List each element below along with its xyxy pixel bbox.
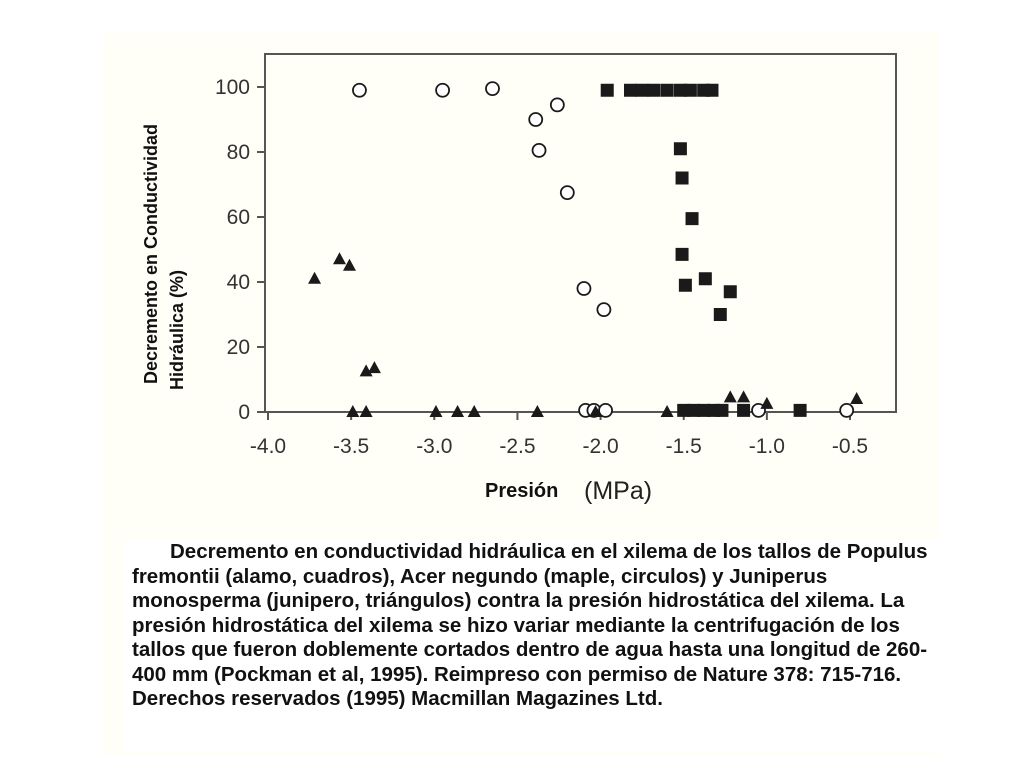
circle-point <box>561 186 574 199</box>
triangle-point <box>333 252 346 264</box>
x-axis-label-unit: (MPa) <box>584 477 653 505</box>
square-point <box>647 84 660 97</box>
triangle-point <box>760 397 773 409</box>
y-tick-label: 0 <box>238 401 250 424</box>
x-tick-label: -1.0 <box>748 435 785 458</box>
y-tick-labels <box>215 76 250 424</box>
square-point <box>699 272 712 285</box>
square-point <box>636 84 649 97</box>
triangle-point <box>724 390 737 402</box>
data-marks <box>308 82 863 417</box>
circle-point <box>353 84 366 97</box>
square-point <box>624 84 637 97</box>
x-tick-label: -2.0 <box>582 435 619 458</box>
circle-point <box>486 82 499 95</box>
square-point <box>724 285 737 298</box>
triangle-point <box>343 259 356 271</box>
y-axis-label-line1: Decremento en Conductividad <box>141 123 161 385</box>
square-point <box>714 308 727 321</box>
x-tick-labels <box>250 435 868 458</box>
circle-point <box>529 113 542 126</box>
plot-frame <box>265 54 896 412</box>
x-tick-label: -2.5 <box>499 435 536 458</box>
square-point <box>715 404 728 417</box>
square-point <box>676 248 689 261</box>
axis-ticks <box>257 87 850 420</box>
square-point <box>679 279 692 292</box>
square-point <box>684 84 697 97</box>
circle-point <box>551 98 564 111</box>
y-tick-label: 20 <box>226 336 250 359</box>
square-point <box>676 172 689 185</box>
y-tick-label: 100 <box>214 76 250 99</box>
x-tick-label: -1.5 <box>665 435 702 458</box>
x-axis-label-main: Presión <box>485 480 559 502</box>
triangle-point <box>850 392 863 404</box>
circle-point <box>599 404 612 417</box>
circle-point <box>597 303 610 316</box>
x-tick-label: -4.0 <box>249 435 287 458</box>
y-tick-label: 60 <box>226 206 250 229</box>
triangle-point <box>737 390 750 402</box>
circle-point <box>840 404 853 417</box>
triangle-point <box>308 272 321 284</box>
circle-point <box>436 84 449 97</box>
figure-caption: Decremento en conductividad hidráulica en el xilema de los tallos de Populus fremontii (alamo, cuadros), Acer negundo (maple, circulos) y Juniperus monosperma (junipero, triángulos) contra la presión hidrostática del xilema. La presión hidrostática del xilema se hizo variar mediante la centrifugación de los tallos que fueron doblemente cortados dentro de agua hasta una longitud de 260-400 mm (Pockman et al, 1995). Reimpreso con permiso de Nature 378: 715-716. Derechos reservados (1995) Macmillan Magazines Ltd. <box>132 540 928 710</box>
x-tick-label: -3.5 <box>333 435 370 458</box>
square-point <box>794 404 807 417</box>
square-point <box>601 84 614 97</box>
square-point <box>674 142 687 155</box>
y-axis-label-line2: Hidráulica (%) <box>167 269 187 391</box>
square-point <box>705 84 718 97</box>
square-point <box>686 212 699 225</box>
square-point <box>737 404 750 417</box>
triangle-point <box>368 361 381 373</box>
x-tick-label: -0.5 <box>831 435 869 458</box>
circle-point <box>577 282 590 295</box>
x-tick-label: -3.0 <box>416 435 453 458</box>
circle-point <box>533 144 546 157</box>
y-tick-label: 80 <box>226 141 250 164</box>
y-tick-label: 40 <box>226 271 250 294</box>
square-point <box>661 84 674 97</box>
